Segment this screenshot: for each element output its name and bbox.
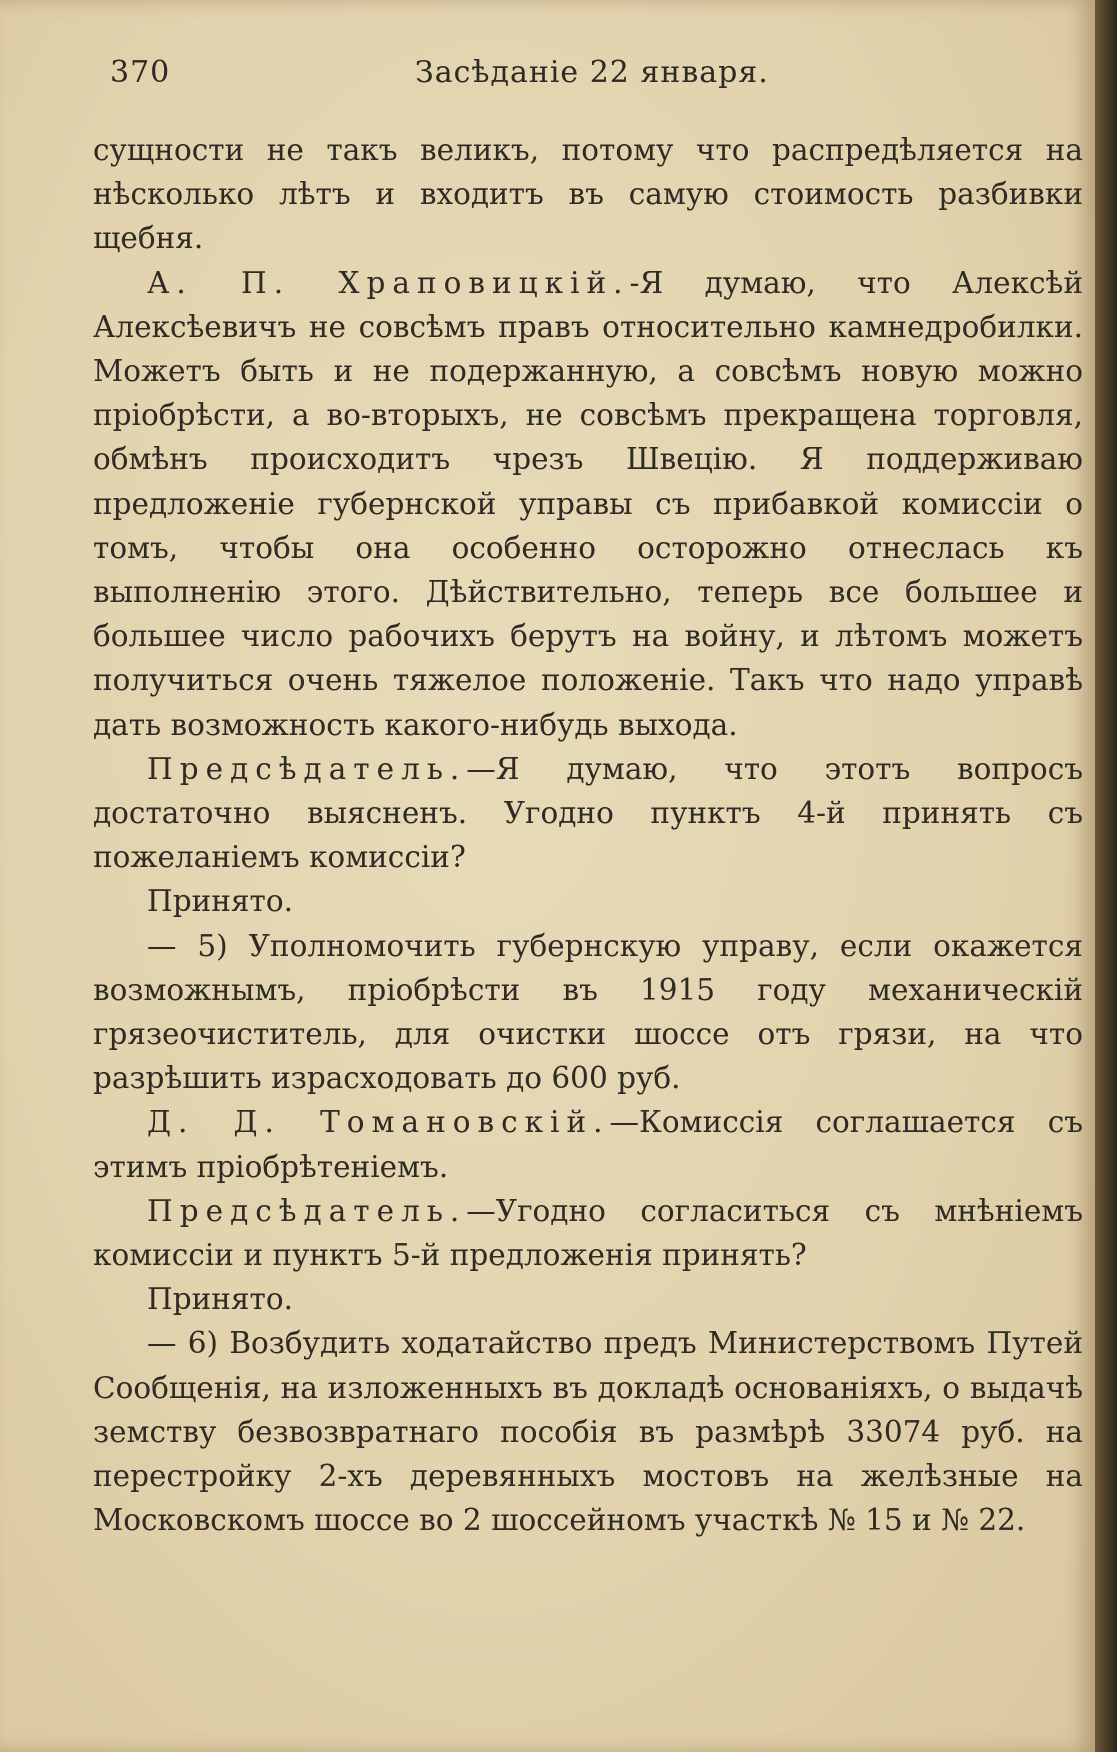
paragraph [93,1100,1083,1188]
page-body [93,128,1083,1543]
paragraph-text: Принято. [147,1282,294,1317]
speaker-name: Предсѣдатель. [147,1193,467,1228]
paragraph [93,1321,1083,1542]
paragraph [93,261,1083,747]
paragraph-text: —Я думаю, что этотъ вопросъ достаточно выясненъ. Угодно пунктъ 4-й принять съ пожеланіемъ комиссіи? [93,751,1083,875]
paragraph [93,128,1083,261]
speaker-name: А. П. Храповицкій. [147,265,630,300]
paragraph [93,879,1083,923]
page-edge-shadow [1095,0,1117,1752]
paragraph-text: -Я думаю, что Алексѣй Алексѣевичъ не совсѣмъ правъ относительно камнедробилки. Можетъ быть и не подержанную, а совсѣмъ новую можно пріобрѣсти, а во-вторыхъ, не совсѣмъ прекращена торговля, обмѣнъ происходитъ чрезъ Швецію. Я поддерживаю предложеніе губернской управы съ прибавкой комиссіи о томъ, чтобы она особенно осторожно отнеслась къ выполненію этого. Дѣйствительно, теперь все большее и большее число рабочихъ берутъ на войну, и лѣтомъ можетъ получиться очень тяжелое положеніе. Такъ что надо управѣ дать возможность какого-нибудь выхода. [93,265,1083,742]
speaker-name: Предсѣдатель. [147,751,467,786]
paragraph [93,924,1083,1101]
paragraph-text: —Комиссія соглашается съ этимъ пріобрѣтеніемъ. [93,1105,1083,1184]
running-title: Засѣданіе 22 января. [415,55,769,90]
paragraph-text: —Угодно согласиться съ мнѣніемъ комиссіи и пунктъ 5-й предложенія принять? [93,1193,1083,1273]
speaker-name: Д. Д. Томановскій. [147,1105,610,1140]
page-number: 370 [110,55,171,90]
paragraph-text: Принято. [147,884,294,919]
paragraph [93,1277,1083,1321]
paragraph-text: сущности не такъ великъ, потому что распредѣляется на нѣсколько лѣтъ и входитъ въ самую стоимость разбивки щебня. [93,133,1083,256]
page-header [110,55,1070,105]
paragraph [93,1189,1083,1277]
paragraph [93,747,1083,880]
paragraph-text: — 6) Возбудить ходатайство предъ Министерствомъ Путей Сообщенія, на изложенныхъ въ докладѣ основаніяхъ, о выдачѣ земству безвозвратнаго пособія въ размѣрѣ 33074 руб. на перестройку 2-хъ деревянныхъ мостовъ на желѣзные на Московскомъ шоссе во 2 шоссейномъ участкѣ № 15 и № 22. [93,1326,1083,1538]
paragraph-text: — 5) Уполномочить губернскую управу, если окажется возможнымъ, пріобрѣсти въ 1915 году механическій грязеочиститель, для очистки шоссе отъ грязи, на что разрѣшить израсходовать до 600 руб. [93,928,1083,1096]
